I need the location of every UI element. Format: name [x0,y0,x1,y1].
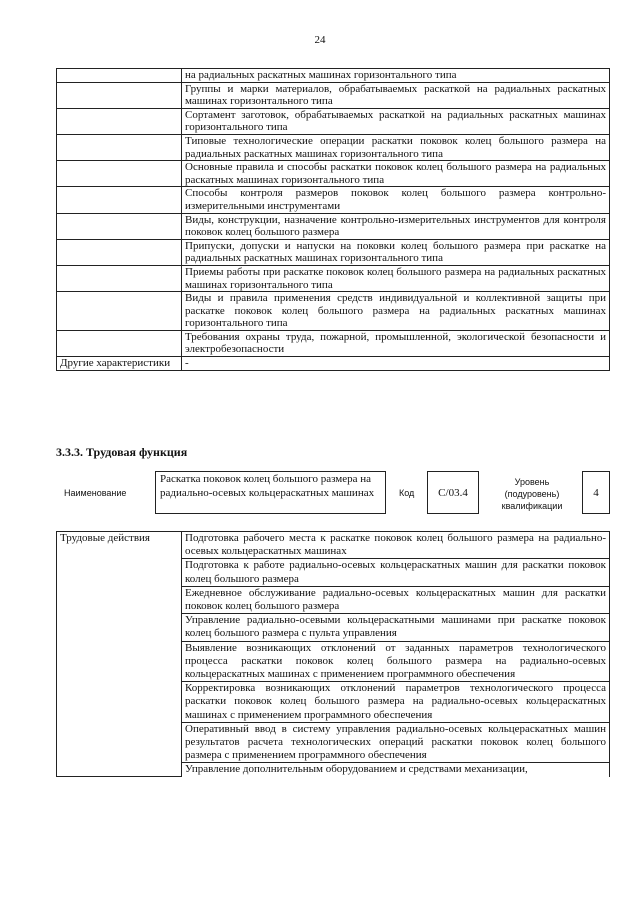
knowledge-item: Способы контроля размеров поковок колец большого размера контрольно-измерительными инструментами [182,187,610,213]
qualification-level-label: Уровень (подуровень) квалификации [501,477,563,511]
labor-action-item: Управление дополнительным оборудованием и средствами механизации, [182,763,610,777]
table-label-cell [57,239,182,265]
labor-action-item: Ежедневное обслуживание радиально-осевых кольцераскатных машин для раскатки поковок колец большого размера [182,586,610,613]
table-row [57,239,610,265]
table-label-cell [57,161,182,187]
knowledge-item: Требования охраны труда, пожарной, промышленной, экологической безопасности и электробезопасности [182,330,610,356]
labor-actions-label: Трудовые действия [57,532,182,777]
qualification-level-box: 4 [582,471,610,514]
labor-action-item: Управление радиально-осевыми кольцераскатными машинами при раскатке поковок колец большого размера с пульта управления [182,614,610,641]
table-label-cell [57,69,182,83]
table-label-cell [57,292,182,331]
table-row [57,265,610,291]
table-label-cell [57,330,182,356]
table-row [57,187,610,213]
function-name-label: Наименование [64,488,127,498]
page-number: 24 [314,34,326,46]
table-label-cell [57,213,182,239]
table-row [57,357,610,371]
table-label-cell [57,265,182,291]
table-row [57,134,610,160]
table-row [57,82,610,108]
labor-action-item: Подготовка к работе радиально-осевых кольцераскатных машин для раскатки поковок колец большого размера [182,559,610,586]
table-row [57,213,610,239]
knowledge-item: Основные правила и способы раскатки поковок колец большого размера на радиальных раскатных машинах горизонтального типа [182,161,610,187]
knowledge-item: Приемы работы при раскатке поковок колец большого размера на радиальных раскатных машинах горизонтального типа [182,265,610,291]
table-label-cell [57,134,182,160]
knowledge-table [56,68,610,371]
labor-actions-table [56,531,610,777]
labor-action-item: Оперативный ввод в систему управления радиально-осевых кольцераскатных машин результатов расчета технологических операций раскатки поковок колец большого размера с применением программного обеспечения [182,722,610,763]
labor-action-item: Подготовка рабочего места к раскатке поковок колец большого размера на радиально-осевых кольцераскатных машинах [182,532,610,559]
labor-action-item: Корректировка возникающих отклонений параметров технологического процесса раскатки поковок колец большого размера на радиально-осевых кольцераскатных машинах с применением программного обеспечения [182,682,610,723]
table-row [57,161,610,187]
table-label-cell [57,187,182,213]
labor-action-item: Выявление возникающих отклонений от заданных параметров технологического процесса раскатки поковок колец большого размера на радиально-осевых кольцераскатных машинах с применением программного обеспечения [182,641,610,682]
knowledge-item: Припуски, допуски и напуски на поковки колец большого размера при раскатке на радиальных раскатных машинах горизонтального типа [182,239,610,265]
function-name-box: Раскатка поковок колец большого размера на радиально-осевых кольцераскатных машинах [155,471,386,514]
table-row [57,69,610,83]
table-label-cell [57,82,182,108]
knowledge-item: Виды, конструкции, назначение контрольно-измерительных инструментов для контроля поковок колец большого размера [182,213,610,239]
section-title: 3.3.3. Трудовая функция [56,445,188,459]
knowledge-item: Типовые технологические операции раскатки поковок колец большого размера на радиальных раскатных машинах горизонтального типа [182,134,610,160]
table-row [57,532,610,559]
function-code-box: C/03.4 [427,471,479,514]
other-characteristics-label: Другие характеристики [57,357,182,371]
other-characteristics-value: - [182,357,610,371]
table-row [57,108,610,134]
knowledge-item: Виды и правила применения средств индивидуальной и коллективной защиты при раскатке поковок колец большого размера на радиальных раскатных машинах горизонтального типа [182,292,610,331]
function-code-label: Код [399,488,415,498]
knowledge-item: Сортамент заготовок, обрабатываемых раскаткой на радиальных раскатных машинах горизонтального типа [182,108,610,134]
table-row [57,330,610,356]
table-row [57,292,610,331]
knowledge-item: на радиальных раскатных машинах горизонтального типа [182,69,610,83]
knowledge-item: Группы и марки материалов, обрабатываемых раскаткой на радиальных раскатных машинах горизонтального типа [182,82,610,108]
table-label-cell [57,108,182,134]
